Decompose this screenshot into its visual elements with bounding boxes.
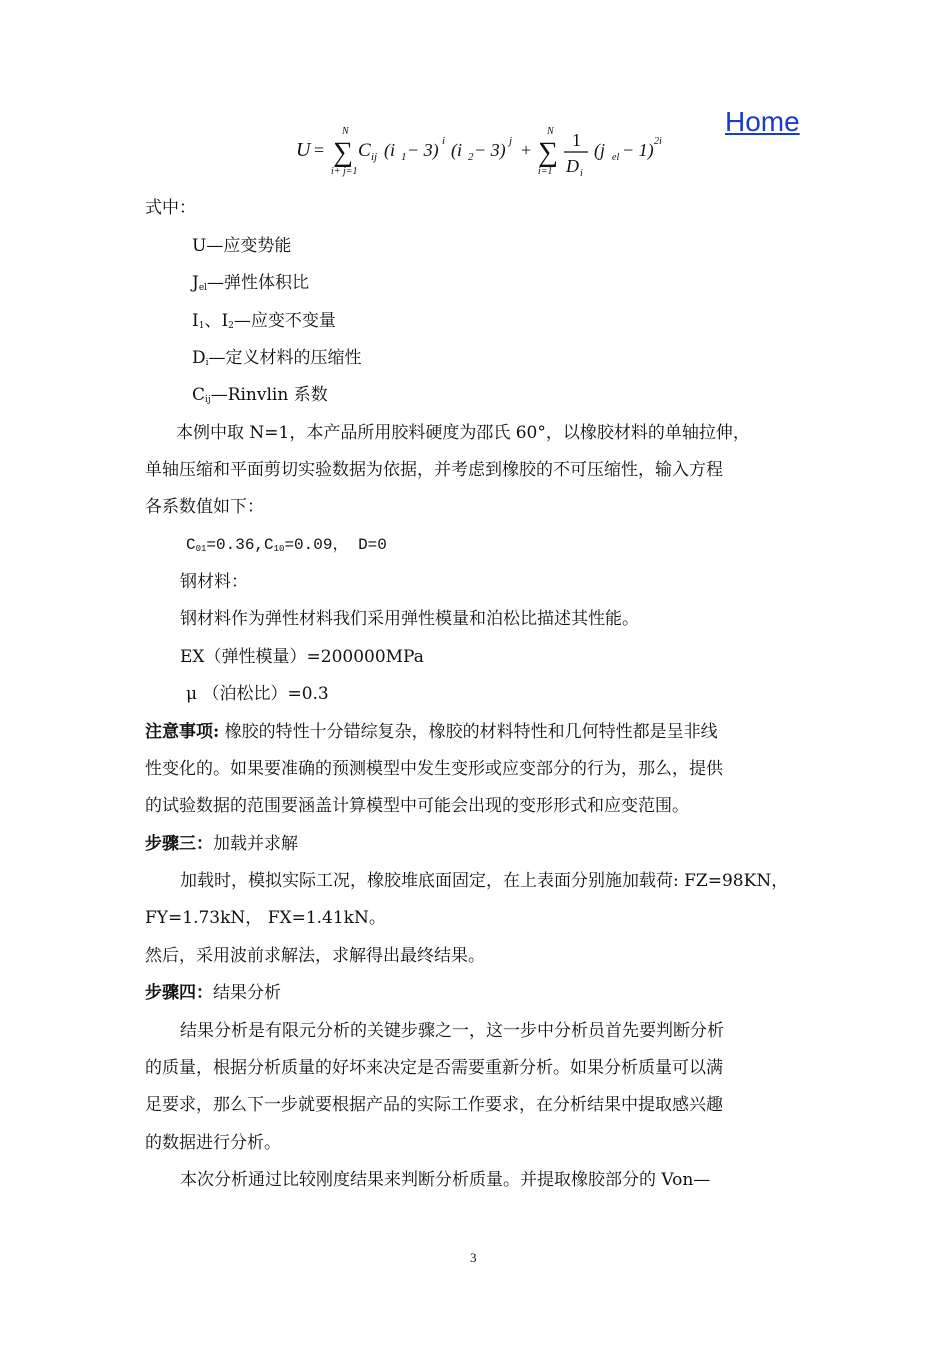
term1-a-rest: − 3) <box>407 140 439 160</box>
def-J: $J_{el}—$弹性体积比 <box>192 273 310 293</box>
para3-line1: 加载时，模拟实际工况，橡胶堆底面固定，在上表面分别施加载荷: FZ=98KN， <box>180 871 789 891</box>
mu-value: μ （泊松比）=0.3 <box>186 684 329 704</box>
term1-b-rest: − 3) <box>474 140 506 160</box>
page-number: 3 <box>470 1250 477 1265</box>
steel-desc: 钢材料作为弹性材料我们采用弹性模量和泊松比描述其性能。 <box>180 609 639 629</box>
strain-energy-formula <box>296 124 662 185</box>
step4-heading: 步骤四：结果分析 <box>145 983 281 1003</box>
term1-b-sub: 2 <box>468 151 474 163</box>
frac-num: 1 <box>572 130 581 150</box>
para4-line1: 结果分析是有限元分析的关键步骤之一，这一步中分析员首先要判断分析 <box>180 1021 724 1041</box>
term1-b: (i <box>451 140 462 160</box>
def-I: $I_1$、$I_2—$应变不变量 <box>192 311 336 331</box>
formula-eq: = <box>314 140 325 160</box>
sum1-top: N <box>342 126 349 137</box>
note-line2: 性变化的。如果要准确的预测模型中发生变形或应变部分的行为，那么，提供 <box>145 759 723 779</box>
home-link[interactable]: Home <box>725 106 800 137</box>
sum2-bottom: i=1 <box>538 166 553 177</box>
term1-a: (i <box>384 140 395 160</box>
formula-plus: + <box>521 140 532 160</box>
term2-sub: el <box>612 152 620 163</box>
sum1-bottom: i+ j=1 <box>331 166 358 177</box>
frac-den: D <box>566 156 579 176</box>
para1-line2: 单轴压缩和平面剪切实验数据为依据，并考虑到橡胶的不可压缩性，输入方程 <box>145 460 723 480</box>
sum1-sigma: ∑ <box>333 137 353 168</box>
formula-lhs: U <box>296 139 311 161</box>
para1-line1: 本例中取 N=1，本产品所用胶料硬度为邵氏 60°，以橡胶材料的单轴拉伸， <box>176 423 750 443</box>
para3-line3: 然后，采用波前求解法，求解得出最终结果。 <box>145 946 485 966</box>
term2-exp: 2i <box>654 136 662 147</box>
term2: (j <box>594 140 605 160</box>
coefficients: $C_{01}=0.36,C_{10}=0.09$， D=0 <box>186 536 387 554</box>
sum2-top: N <box>547 126 554 137</box>
note-line1: 注意事项: 橡胶的特性十分错综复杂，橡胶的材料特性和几何特性都是呈非线 <box>145 722 718 742</box>
term1-a-sub: 1 <box>401 151 407 163</box>
steel-label: 钢材料： <box>180 572 248 592</box>
term2-rest: − 1) <box>622 140 654 160</box>
step3-heading: 步骤三：加载并求解 <box>145 834 298 854</box>
para3-line2: FY=1.73kN， FX=1.41kN。 <box>145 908 386 928</box>
term1-sub: ij <box>371 151 378 163</box>
def-U: U—应变势能 <box>192 236 292 256</box>
note-line3: 的试验数据的范围要涵盖计算模型中可能会出现的变形形式和应变范围。 <box>145 796 689 816</box>
def-D: $D_i—$定义材料的压缩性 <box>192 348 362 368</box>
para1-line3: 各系数值如下： <box>145 497 264 517</box>
para4-line2: 的质量，根据分析质量的好坏来决定是否需要重新分析。如果分析质量可以满 <box>145 1058 723 1078</box>
def-C: $C_{ij}—Rinvlin$ 系数 <box>192 385 328 405</box>
sum2-sigma: ∑ <box>538 137 558 168</box>
term1-a-exp: i <box>442 135 446 147</box>
para4-line3: 足要求，那么下一步就要根据产品的实际工作要求，在分析结果中提取感兴趣 <box>145 1095 723 1115</box>
term1-C: C <box>358 140 371 161</box>
para5-line1: 本次分析通过比较刚度结果来判断分析质量。并提取橡胶部分的 Von— <box>180 1170 711 1190</box>
para4-line4: 的数据进行分析。 <box>145 1133 281 1153</box>
ex-value: EX（弹性模量）=200000MPa <box>180 647 424 667</box>
frac-den-sub: i <box>580 168 583 179</box>
term1-b-exp: j <box>509 135 513 147</box>
where-label: 式中： <box>145 198 196 218</box>
